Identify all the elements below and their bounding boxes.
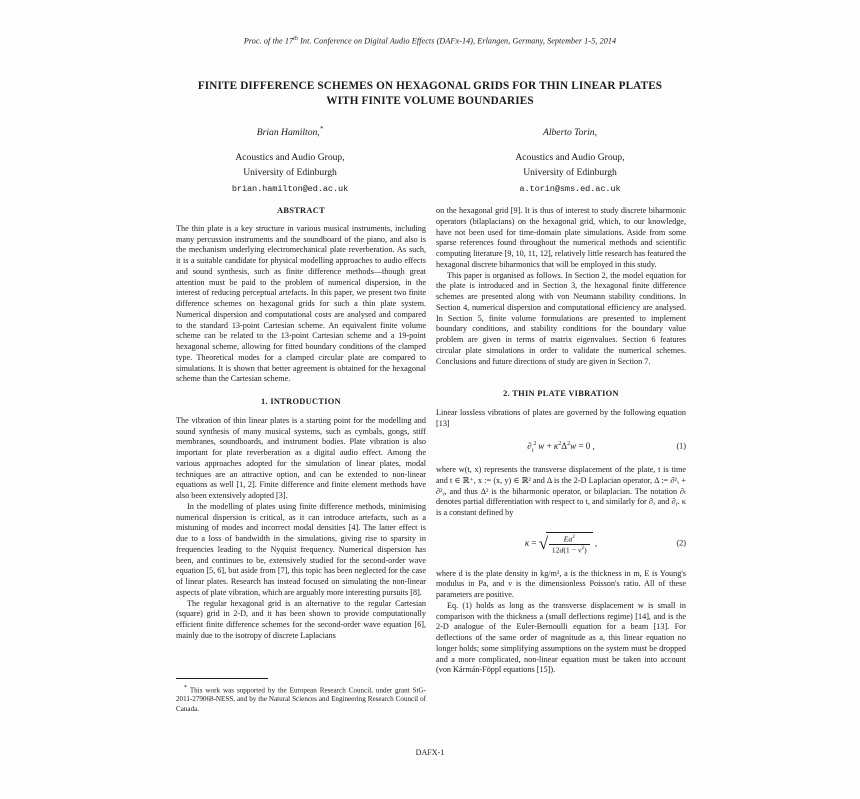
title-line-2: WITH FINITE VOLUME BOUNDARIES	[326, 95, 534, 107]
abstract-body: The thin plate is a key structure in various musical instruments, including many percussion instruments and the soundboard of the piano, and also is the mechanism underlying electromechanical plate reverberation. As such, it is a suitable candidate for physical modelling approaches to audio effects and sound synthesis, such as finite difference methods—though great attention must be paid to the problem of numerical dispersion, in the interest of reducing perceptual artefacts. In this paper, we present two finite difference schemes on hexagonal grids for such a thin plate system. Numerical dispersion and computational costs are analysed and compared to the standard 13-point Cartesian scheme. An equivalent finite volume scheme can be related to the 13-point Cartesian scheme and a 19-point hexagonal scheme, allowing for fitted boundary conditions of the clamped type. Theoretical modes for a clamped circular plate are compared to simulations. It is shown that better agreement is obtained for the hexagonal scheme than the Cartesian scheme.	[176, 223, 426, 384]
running-head-suffix: Int. Conference on Digital Audio Effects (DAFx-14), Erlangen, Germany, September 1-5, 2014	[298, 36, 617, 46]
equation-1-number: (1)	[676, 441, 686, 451]
title-line-1: FINITE DIFFERENCE SCHEMES ON HEXAGONAL GRIDS FOR THIN LINEAR PLATES	[197, 80, 663, 92]
thin-plate-intro-text: Linear lossless vibrations of plates are governed by the following equation [13]	[436, 408, 686, 428]
author-block	[150, 122, 710, 197]
author-1-name-text: Brian Hamilton,	[256, 127, 320, 139]
abstract-heading: ABSTRACT	[276, 206, 325, 215]
footnote-block	[176, 678, 426, 714]
footnote-text	[176, 684, 426, 714]
introduction-paragraph-3: The regular hexagonal grid is an alternative to the regular Cartesian (square) grid in 2-D, and it has been shown to provide computationally efficient finite difference schemes for the second-order wave equation [6], mainly due to the isotropy of discrete Laplacians	[176, 598, 426, 640]
introduction-continuation-paragraph-2: This paper is organised as follows. In Section 2, the model equation for the plate is introduced and in Section 3, the hexagonal finite difference schemes are presented along with von Neumann stability conditions. In Section 4, numerical dispersion and computational efficiency are analysed. In Section 5, finite volume formulations are presented to implement boundary conditions, and stability conditions for the boundary value problem are given in terms of matrix eigenvalues. Section 6 features circular plate simulations in order to validate the numerical schemes. Conclusions and future directions of study are given in Section 7.	[436, 270, 686, 366]
section-heading-thin-plate-vibration: 2. THIN PLATE VIBRATION	[503, 389, 619, 399]
footnote-rule	[176, 678, 268, 679]
section-heading-introduction: 1. INTRODUCTION	[261, 397, 341, 406]
left-column	[176, 206, 426, 642]
after-equation-2-paragraph-1: where d is the plate density in kg/m³, a is the thickness in m, E is Young's modulus in Pa, and ν is the dimensionless Poisson's ratio. All of these parameters are positive.	[436, 568, 686, 600]
after-equation-1-text: where w(t, x) represents the transverse displacement of the plate, t is time and t ∈ ℝ⁺, x := (x, y) ∈ ℝ² and Δ is the 2-D Laplacian operator, Δ := ∂²ₓ + ∂²ᵧ, and thus Δ² is the biharmonic operator, or bilaplacian. The notation ∂ₜ denotes partial differentiation with respect to t, and similarly for ∂ₓ and ∂ᵧ. κ is a constant defined by	[436, 465, 686, 518]
author-2-email[interactable]: a.torin@sms.ed.ac.uk	[519, 183, 621, 194]
footnote-body: This work was supported by the European Research Council, under grant StG-2011-279068-NESS, and by the Natural Sciences and Engineering Research Council of Canada.	[176, 686, 426, 713]
running-head-prefix: Proc. of the 17	[243, 36, 294, 46]
author-2-affiliation-line-2: University of Edinburgh	[523, 167, 617, 179]
equation-2-number: (2)	[676, 538, 686, 548]
radical-sign: √	[538, 533, 549, 553]
author-1-affiliation-line-2: University of Edinburgh	[243, 167, 337, 179]
introduction-paragraph-1: The vibration of thin linear plates is a starting point for the modelling and sound synthesis of many musical systems, such as cymbals, gongs, stiff membranes, soundboards, and instrument bodies. Plate vibration is also important for plate reverberation as a digital audio effect. Among the various approaches adopted for the simulation of linear plates, modal techniques are an attractive option, and can be extended to non-linear equations as well [1, 2]. Finite difference and finite element methods have also been extensively adopted [3].	[176, 415, 426, 500]
equation-2	[436, 532, 686, 556]
equation-2-expression: κ = √ $\frac{Ea^2}{12d(1 - \nu^2)}$ ,	[524, 533, 598, 555]
equation-1	[436, 439, 686, 457]
author-2-affiliation-line-1: Acoustics and Audio Group,	[515, 151, 625, 163]
running-head	[0, 36, 860, 46]
after-equation-2-paragraph-2: Eq. (1) holds as long as the transverse displacement w is small in comparison with the thickness a (small deflections regime) [14], and is the 2-D analogue of the Euler-Bernoulli equation for a beam [13]. For deflections of the same order of magnitude as a, this linear equation no longer holds; some simplifying assumptions on the system must be dropped and a more complicated, non-linear equation must be taken into account (von Kármán-Föppl equations [15]).	[436, 600, 686, 675]
author-2-name-text: Alberto Torin,	[542, 127, 598, 139]
author-2	[430, 122, 710, 197]
introduction-paragraph-2: In the modelling of plates using finite difference methods, minimising numerical dispersion is critical, as it can introduce artefacts, such as a mistuning of modes and incorrect modal densities [4]. The latter effect is due to a loss of bandwidth in the simulations, giving rise to sparsity in frequencies leading to the Nyquist frequency. Numerical dispersion has been, and continues to be, extensively studied for the second-order wave equation [5, 6], but aside from [7], this topic has been neglected for the case of linear plates. Research has instead focused on simulating the non-linear aspects of plate vibration, which are arguably more interesting pursuits [8].	[176, 501, 426, 597]
footnote-marker: *	[184, 685, 187, 691]
author-2-name	[430, 122, 710, 141]
author-1	[150, 122, 430, 197]
page-footer: DAFX-1	[415, 748, 445, 757]
author-1-email[interactable]: brian.hamilton@ed.ac.uk	[231, 183, 349, 194]
author-1-footnote-marker: *	[319, 125, 324, 133]
running-head-ordinal: th	[293, 36, 298, 42]
right-column	[436, 206, 686, 676]
equation-1-expression: $\partial_t^2$ $w + \kappa^2\Delta^2w = 0$ ,	[527, 440, 595, 454]
page-title	[130, 79, 730, 109]
author-1-affiliation-line-1: Acoustics and Audio Group,	[235, 151, 345, 163]
author-1-name	[150, 122, 430, 141]
introduction-continuation-paragraph-1: on the hexagonal grid [9]. It is thus of interest to study discrete biharmonic operators (bilaplacians) on the hexagonal grid, which, to our knowledge, have not been used for time-domain plate simulations. Aside from some sparse references found throughout the numerical methods and scientific computing literature [9, 10, 11, 12], relatively little research has featured the hexagonal discrete biharmonics that will be employed in this study.	[436, 206, 687, 269]
